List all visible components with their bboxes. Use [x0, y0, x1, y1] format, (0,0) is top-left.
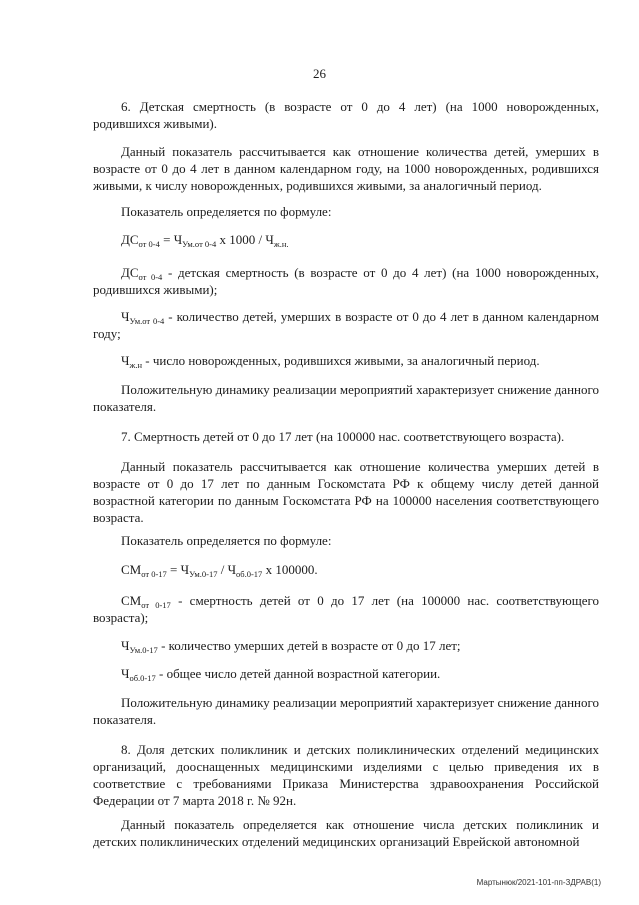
formula-subscript: ж.н.: [273, 239, 289, 249]
item7-definition-chum: [93, 637, 599, 654]
item7-conclusion: Положительную динамику реализации мероприятий характеризует снижение данного показателя.: [93, 695, 599, 727]
formula-subscript: от 0-4: [138, 239, 160, 249]
item8-description: Данный показатель определяется как отношение числа детских поликлиник и детских поликлинических отделений медицинских организаций Еврейской автономной: [93, 817, 599, 849]
item6-formula: [93, 231, 599, 248]
definition-symbol: ДС: [121, 265, 139, 280]
definition-symbol: Ч: [121, 638, 130, 653]
item6-formula-intro: Показатель определяется по формуле:: [121, 204, 332, 219]
definition-subscript: от 0-17: [141, 600, 171, 610]
item7-formula-intro: Показатель определяется по формуле:: [121, 533, 332, 548]
item6-description: Данный показатель рассчитывается как отношение количества детей, умерших в возрасте от 0 до 4 лет в данном календарном году, на 1000 новорожденных, родившихся живыми, к числу новорожденных, родившихся живыми, за аналогичный период.: [93, 144, 599, 193]
formula-symbol: ДС: [121, 232, 139, 247]
definition-text: - общее число детей данной возрастной категории.: [155, 666, 441, 681]
item7-definition-sm: [93, 592, 599, 626]
item6-title: 6. Детская смертность (в возрасте от 0 до 4 лет) (на 1000 новорожденных, родившихся живыми).: [93, 99, 599, 131]
formula-subscript: Ум.от 0-4: [182, 239, 217, 249]
formula-operator: =: [166, 562, 181, 577]
formula-operator: /: [217, 562, 228, 577]
item8-title: 8. Доля детских поликлиник и детских поликлинических отделений медицинских организаций, дооснащенных медицинскими изделиями с целью приведения их в соответствие с требованиями Приказа Министерства здравоохранения Российской Федерации от 7 марта 2018 г. № 92н.: [93, 742, 599, 808]
definition-subscript: об.0-17: [129, 673, 156, 683]
formula-operator: х 100000.: [262, 562, 318, 577]
definition-subscript: от 0-4: [138, 272, 163, 282]
formula-subscript: Ум.0-17: [189, 569, 218, 579]
formula-operator: =: [159, 232, 174, 247]
formula-subscript: от 0-17: [141, 569, 167, 579]
definition-symbol: Ч: [121, 353, 130, 368]
formula-symbol: СМ: [121, 562, 142, 577]
definition-subscript: Ум.0-17: [129, 645, 158, 655]
definition-symbol: СМ: [121, 593, 142, 608]
definition-text: - число новорожденных, родившихся живыми, за аналогичный период.: [142, 353, 540, 368]
formula-operator: х 1000 /: [216, 232, 266, 247]
definition-text: - количество детей, умерших в возрасте от 0 до 4 лет в данном календарном году;: [93, 309, 599, 341]
item7-title: 7. Смертность детей от 0 до 17 лет (на 100000 нас. соответствующего возраста).: [121, 429, 565, 444]
document-footer-code: Мартынюк/2021-101-пп-ЗДРАВ(1): [476, 878, 601, 887]
definition-text: - детская смертность (в возрасте от 0 до 4 лет) (на 1000 новорожденных, родившихся живыми);: [93, 265, 600, 297]
page-number: 26: [313, 66, 326, 81]
definition-text: - смертность детей от 0 до 17 лет (на 100000 нас. соответствующего возраста);: [93, 593, 599, 625]
item7-definition-chob: [93, 665, 599, 682]
item7-description: Данный показатель рассчитывается как отношение количества умерших детей в возрасте от 0 до 17 лет по данным Госкомстата РФ к общему числу детей данной возрастной категории по данным Госкомстата РФ на 100000 населения соответствующего возраста.: [93, 459, 599, 525]
definition-symbol: Ч: [121, 309, 130, 324]
formula-symbol: Ч: [173, 232, 183, 247]
item6-definition-chum: [93, 308, 599, 342]
item6-definition-chzhn: [93, 352, 599, 369]
item6-definition-ds: [93, 264, 599, 298]
formula-subscript: об.0-17: [236, 569, 263, 579]
formula-symbol: Ч: [180, 562, 190, 577]
definition-symbol: Ч: [121, 666, 130, 681]
item6-conclusion: Положительную динамику реализации мероприятий характеризует снижение данного показателя.: [93, 382, 599, 414]
item7-formula: [93, 561, 599, 578]
definition-text: - количество умерших детей в возрасте от 0 до 17 лет;: [157, 638, 461, 653]
formula-symbol: Ч: [265, 232, 274, 247]
formula-symbol: Ч: [227, 562, 237, 577]
definition-subscript: Ум.от 0-4: [129, 316, 165, 326]
definition-subscript: ж.н: [129, 360, 142, 370]
